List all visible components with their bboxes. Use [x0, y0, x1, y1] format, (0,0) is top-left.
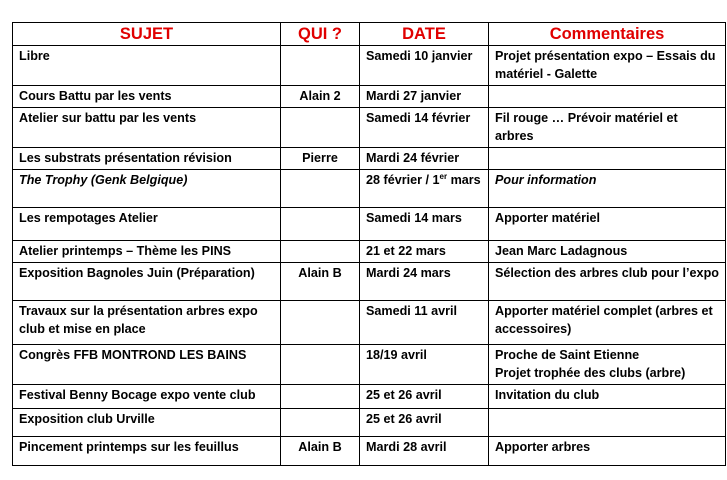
cell-sujet: Atelier printemps – Thème les PINS — [13, 241, 281, 263]
cell-sujet: Exposition club Urville — [13, 409, 281, 437]
header-qui: QUI ? — [281, 23, 360, 46]
header-row — [13, 23, 726, 46]
table-row — [13, 263, 726, 301]
cell-commentaires: Apporter arbres — [489, 437, 726, 466]
cell-qui — [281, 409, 360, 437]
schedule-table — [12, 22, 726, 466]
cell-commentaires — [489, 86, 726, 108]
cell-date: 25 et 26 avril — [360, 385, 489, 409]
cell-sujet: Les rempotages Atelier — [13, 208, 281, 241]
cell-date: Samedi 14 février — [360, 108, 489, 148]
cell-sujet: Pincement printemps sur les feuillus — [13, 437, 281, 466]
cell-sujet: The Trophy (Genk Belgique) — [13, 170, 281, 208]
cell-commentaires: Apporter matériel — [489, 208, 726, 241]
cell-qui: Alain B — [281, 263, 360, 301]
cell-commentaires — [489, 345, 726, 385]
cell-sujet: Exposition Bagnoles Juin (Préparation) — [13, 263, 281, 301]
table-row — [13, 46, 726, 86]
cell-date: Samedi 10 janvier — [360, 46, 489, 86]
cell-sujet: Congrès FFB MONTROND LES BAINS — [13, 345, 281, 385]
comment-line: Projet trophée des clubs (arbre) — [495, 366, 686, 380]
cell-qui — [281, 208, 360, 241]
table-row — [13, 241, 726, 263]
cell-commentaires: Pour information — [489, 170, 726, 208]
cell-date: Mardi 27 janvier — [360, 86, 489, 108]
cell-date: Samedi 14 mars — [360, 208, 489, 241]
cell-date: 25 et 26 avril — [360, 409, 489, 437]
cell-qui — [281, 108, 360, 148]
table-row — [13, 108, 726, 148]
table-row — [13, 301, 726, 345]
table-row — [13, 385, 726, 409]
cell-date: 18/19 avril — [360, 345, 489, 385]
table-row — [13, 208, 726, 241]
table-row — [13, 86, 726, 108]
cell-qui — [281, 385, 360, 409]
header-sujet: SUJET — [13, 23, 281, 46]
table-row — [13, 170, 726, 208]
cell-commentaires: Invitation du club — [489, 385, 726, 409]
cell-qui: Pierre — [281, 148, 360, 170]
cell-date: 21 et 22 mars — [360, 241, 489, 263]
cell-qui — [281, 301, 360, 345]
cell-commentaires: Sélection des arbres club pour l’expo — [489, 263, 726, 301]
cell-commentaires — [489, 148, 726, 170]
table-row — [13, 437, 726, 466]
cell-date: Mardi 28 avril — [360, 437, 489, 466]
cell-sujet: Libre — [13, 46, 281, 86]
cell-sujet: Cours Battu par les vents — [13, 86, 281, 108]
date-superscript: er — [439, 171, 448, 181]
header-date: DATE — [360, 23, 489, 46]
cell-sujet: Atelier sur battu par les vents — [13, 108, 281, 148]
comment-line: Proche de Saint Etienne — [495, 348, 640, 362]
cell-date — [360, 170, 489, 208]
table-row — [13, 409, 726, 437]
date-text: 28 février / 1 — [366, 173, 440, 187]
cell-commentaires: Apporter matériel complet (arbres et accessoires) — [489, 301, 726, 345]
cell-sujet: Travaux sur la présentation arbres expo club et mise en place — [13, 301, 281, 345]
cell-qui: Alain B — [281, 437, 360, 466]
date-text: mars — [447, 173, 481, 187]
cell-date: Mardi 24 mars — [360, 263, 489, 301]
cell-sujet: Festival Benny Bocage expo vente club — [13, 385, 281, 409]
cell-qui — [281, 46, 360, 86]
header-commentaires: Commentaires — [489, 23, 726, 46]
cell-qui — [281, 170, 360, 208]
cell-commentaires: Jean Marc Ladagnous — [489, 241, 726, 263]
cell-qui — [281, 241, 360, 263]
cell-commentaires — [489, 409, 726, 437]
cell-commentaires: Fil rouge … Prévoir matériel et arbres — [489, 108, 726, 148]
table-row — [13, 345, 726, 385]
cell-qui — [281, 345, 360, 385]
cell-commentaires: Projet présentation expo – Essais du matériel - Galette — [489, 46, 726, 86]
cell-date: Samedi 11 avril — [360, 301, 489, 345]
cell-qui: Alain 2 — [281, 86, 360, 108]
table-row — [13, 148, 726, 170]
cell-date: Mardi 24 février — [360, 148, 489, 170]
cell-sujet: Les substrats présentation révision — [13, 148, 281, 170]
